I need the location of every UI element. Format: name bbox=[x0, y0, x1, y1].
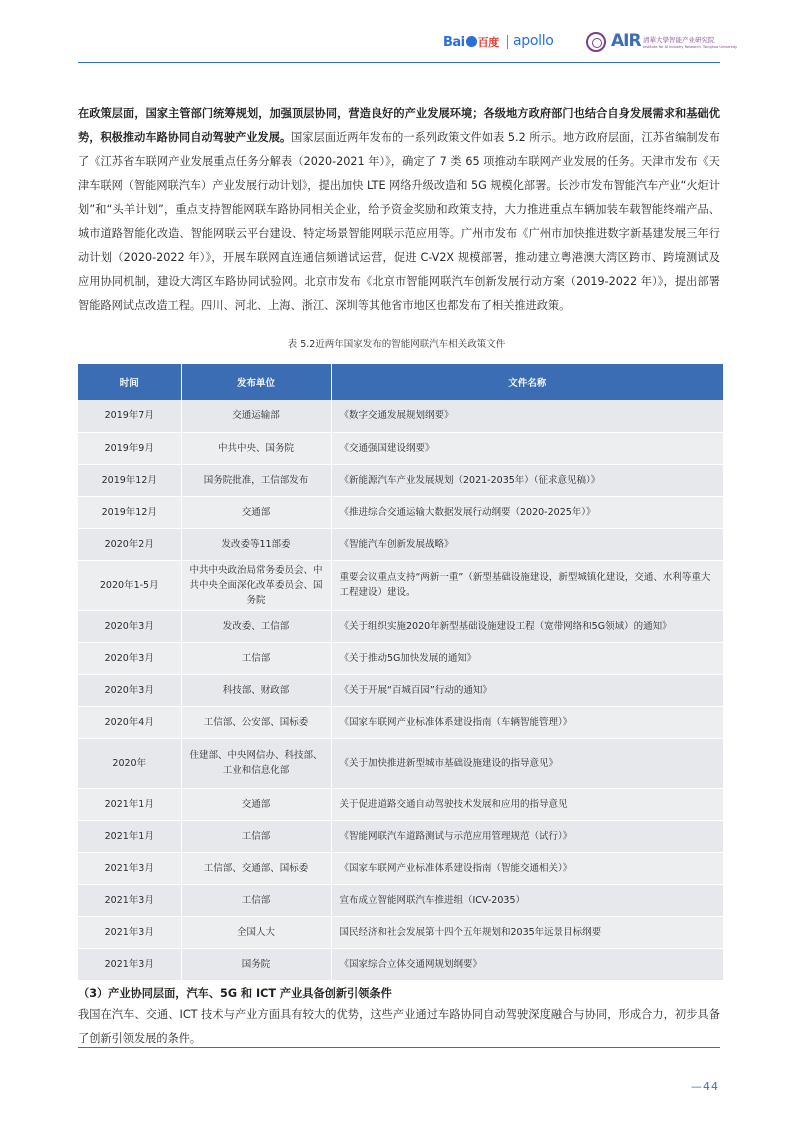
cell-time: 2020年1-5月 bbox=[78, 560, 181, 610]
cell-time: 2019年12月 bbox=[78, 496, 181, 528]
table-row bbox=[78, 560, 723, 610]
cell-issuer: 工信部、交通部、国标委 bbox=[181, 852, 331, 884]
cell-issuer: 工信部 bbox=[181, 642, 331, 674]
table-row bbox=[78, 496, 723, 528]
footer-divider bbox=[78, 1047, 720, 1048]
intro-bold-lead: 在政策层面，国家主管部门统筹规划，加强顶层协同，营造良好的产业发展环境；各级地方政府部门也结合自身发展需求和基础优势，积极推动车路协同自动驾驶产业发展。 bbox=[78, 107, 720, 144]
cell-time: 2021年3月 bbox=[78, 916, 181, 948]
table-row bbox=[78, 706, 723, 738]
table-row bbox=[78, 674, 723, 706]
cell-document: 《关于开展“百城百园”行动的通知》 bbox=[331, 674, 723, 706]
table-row bbox=[78, 642, 723, 674]
table-row bbox=[78, 884, 723, 916]
cell-issuer: 国务院 bbox=[181, 948, 331, 980]
air-institute-name-en: Institute for AI Industry Research, Tsinghua University bbox=[643, 45, 738, 49]
table-header-row bbox=[78, 364, 723, 400]
cell-issuer: 住建部、中央网信办、科技部、工业和信息化部 bbox=[181, 738, 331, 788]
cell-issuer: 工信部、公安部、国标委 bbox=[181, 706, 331, 738]
table-row bbox=[78, 916, 723, 948]
cell-document: 《关于组织实施2020年新型基础设施建设工程（宽带网络和5G领域）的通知》 bbox=[331, 610, 723, 642]
cell-time: 2020年3月 bbox=[78, 642, 181, 674]
cell-document: 《交通强国建设纲要》 bbox=[331, 432, 723, 464]
cell-document: 《国家综合立体交通网规划纲要》 bbox=[331, 948, 723, 980]
tsinghua-seal-icon bbox=[586, 32, 606, 52]
cell-issuer: 国务院批准，工信部发布 bbox=[181, 464, 331, 496]
intro-body: 国家层面近两年发布的一系列政策文件如表 5.2 所示。地方政府层面，江苏省编制发布了《江苏省车联网产业发展重点任务分解表（2020-2021 年）》，确定了 7 类 65 项推动车联网产业发展的任务。天津市发布《天津车联网（智能网联汽车）产业发展行动计划》，提出加快 LTE 网络升级改造和 5G 规模化部署。长沙市发布智能汽车产业“火炬计划”和“头羊计划”，重点支持智能网联车路协同相关企业，给予资金奖励和政策支持，大力推进重点车辆加装车载智能终端产品、城市道路智能化改造、智能网联云平台建设、特定场景智能网联示范应用等。广州市发布《广州市加快推进数字新基建发展三年行动计划（2020-2022 年）》，开展车联网直连通信频谱试运营，促进 C-V2X 规模部署，推动建立粤港澳大湾区跨市、跨境测试及应用协同机制，建设大湾区车路协同试验网。北京市发布《北京市智能网联汽车创新发展行动方案（2019-2022 年）》，提出部署智能路网试点改造工程。四川、河北、上海、浙江、深圳等其他省市地区也都发布了相关推进政策。 bbox=[78, 131, 720, 312]
cell-issuer: 中共中央政治局常务委员会、中共中央全面深化改革委员会、国务院 bbox=[181, 560, 331, 610]
cell-issuer: 全国人大 bbox=[181, 916, 331, 948]
cell-document: 《智能汽车创新发展战略》 bbox=[331, 528, 723, 560]
baidu-paw-icon bbox=[466, 36, 477, 47]
air-institute-name: 清華大學智能产业研究院 bbox=[643, 36, 715, 44]
cell-issuer: 科技部、财政部 bbox=[181, 674, 331, 706]
cell-time: 2021年1月 bbox=[78, 788, 181, 820]
baidu-logo-text: Bai bbox=[443, 35, 465, 50]
intro-paragraph bbox=[78, 102, 720, 318]
table-row bbox=[78, 400, 723, 432]
logo-divider bbox=[507, 35, 508, 49]
cell-issuer: 发改委、工信部 bbox=[181, 610, 331, 642]
policy-table bbox=[78, 364, 723, 981]
baidu-logo-cn: 百度 bbox=[477, 36, 499, 49]
table-row bbox=[78, 948, 723, 980]
cell-document: 国民经济和社会发展第十四个五年规划和2035年远景目标纲要 bbox=[331, 916, 723, 948]
column-header-document: 文件名称 bbox=[331, 364, 723, 400]
cell-document: 《数字交通发展规划纲要》 bbox=[331, 400, 723, 432]
cell-document: 重要会议重点支持“两新一重”（新型基础设施建设，新型城镇化建设，交通、水利等重大工程建设）建设。 bbox=[331, 560, 723, 610]
cell-issuer: 工信部 bbox=[181, 820, 331, 852]
cell-issuer: 交通运输部 bbox=[181, 400, 331, 432]
cell-document: 《新能源汽车产业发展规划（2021-2035年）（征求意见稿）》 bbox=[331, 464, 723, 496]
cell-document: 《国家车联网产业标准体系建设指南（智能交通相关）》 bbox=[331, 852, 723, 884]
cell-time: 2020年3月 bbox=[78, 674, 181, 706]
cell-document: 《关于加快推进新型城市基础设施建设的指导意见》 bbox=[331, 738, 723, 788]
cell-time: 2019年12月 bbox=[78, 464, 181, 496]
section-3-paragraph: 我国在汽车、交通、ICT 技术与产业方面具有较大的优势，这些产业通过车路协同自动驾驶深度融合与协同，形成合力，初步具备了创新引领发展的条件。 bbox=[78, 1008, 720, 1045]
table-row bbox=[78, 432, 723, 464]
table-row bbox=[78, 788, 723, 820]
cell-time: 2019年7月 bbox=[78, 400, 181, 432]
table-row bbox=[78, 464, 723, 496]
cell-time: 2020年 bbox=[78, 738, 181, 788]
table-row bbox=[78, 610, 723, 642]
baidu-logo bbox=[443, 34, 499, 50]
header-divider bbox=[78, 62, 720, 63]
cell-time: 2021年3月 bbox=[78, 884, 181, 916]
cell-time: 2021年3月 bbox=[78, 948, 181, 980]
cell-time: 2019年9月 bbox=[78, 432, 181, 464]
apollo-logo: apollo bbox=[513, 33, 554, 49]
column-header-time: 时间 bbox=[78, 364, 181, 400]
cell-time: 2021年1月 bbox=[78, 820, 181, 852]
page-number: —44 bbox=[691, 1080, 719, 1093]
table-row bbox=[78, 738, 723, 788]
table-row bbox=[78, 820, 723, 852]
cell-document: 《推进综合交通运输大数据发展行动纲要（2020-2025年）》 bbox=[331, 496, 723, 528]
cell-issuer: 中共中央、国务院 bbox=[181, 432, 331, 464]
cell-time: 2020年2月 bbox=[78, 528, 181, 560]
cell-document: 《关于推动5G加快发展的通知》 bbox=[331, 642, 723, 674]
table-row bbox=[78, 852, 723, 884]
cell-document: 宣布成立智能网联汽车推进组（ICV-2035） bbox=[331, 884, 723, 916]
column-header-issuer: 发布单位 bbox=[181, 364, 331, 400]
cell-time: 2021年3月 bbox=[78, 852, 181, 884]
table-row bbox=[78, 528, 723, 560]
table-caption: 表 5.2近两年国家发布的智能网联汽车相关政策文件 bbox=[287, 339, 506, 350]
cell-issuer: 发改委等11部委 bbox=[181, 528, 331, 560]
cell-issuer: 交通部 bbox=[181, 496, 331, 528]
section-3-heading: （3）产业协同层面，汽车、5G 和 ICT 产业具备创新引领条件 bbox=[78, 987, 392, 1000]
cell-time: 2020年3月 bbox=[78, 610, 181, 642]
cell-document: 关于促进道路交通自动驾驶技术发展和应用的指导意见 bbox=[331, 788, 723, 820]
cell-document: 《国家车联网产业标准体系建设指南（车辆智能管理）》 bbox=[331, 706, 723, 738]
page-header bbox=[0, 0, 793, 70]
cell-issuer: 交通部 bbox=[181, 788, 331, 820]
cell-document: 《智能网联汽车道路测试与示范应用管理规范（试行）》 bbox=[331, 820, 723, 852]
air-logo: AIR bbox=[611, 31, 641, 51]
cell-issuer: 工信部 bbox=[181, 884, 331, 916]
cell-time: 2020年4月 bbox=[78, 706, 181, 738]
